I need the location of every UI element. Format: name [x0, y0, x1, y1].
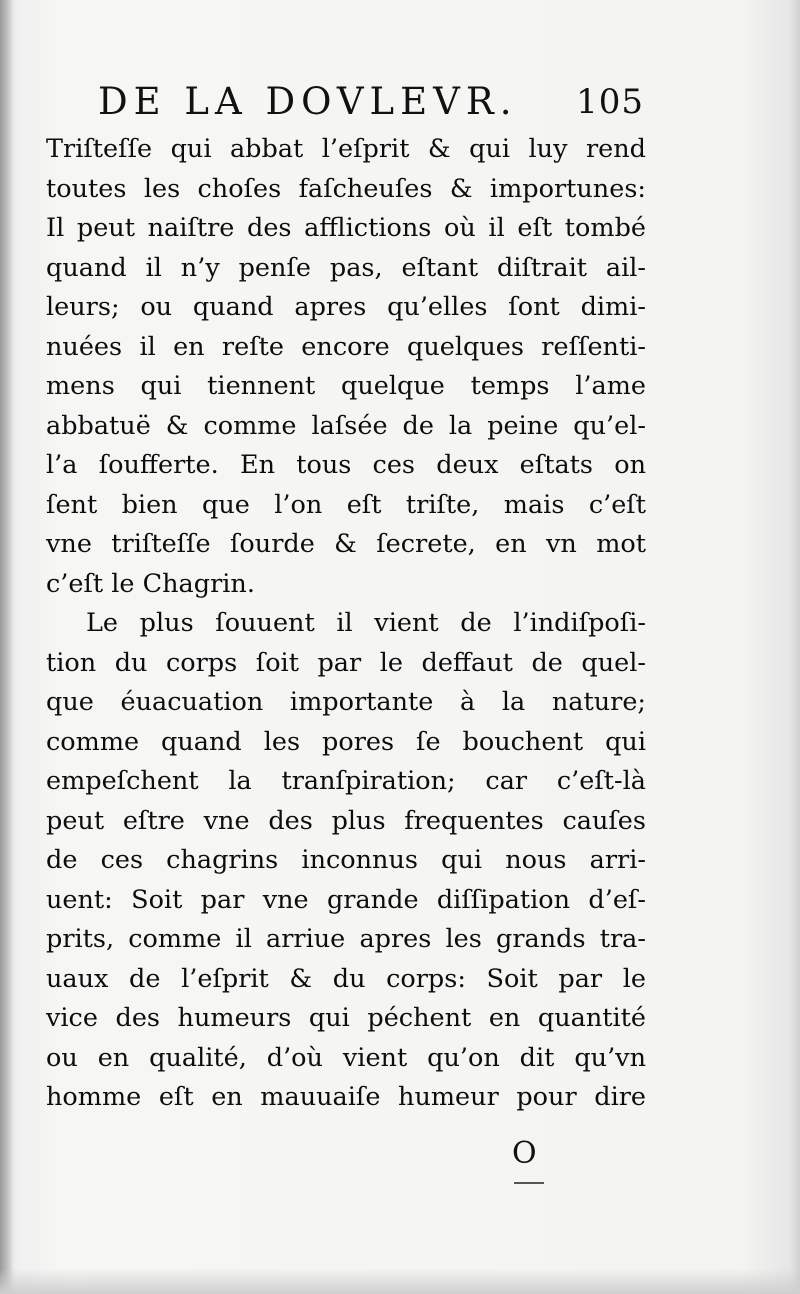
text-line: quand il n’y penſe pas, eſtant diſtrait ail- — [46, 252, 646, 283]
text-line: toutes les choſes faſcheuſes & importunes: — [46, 173, 646, 204]
text-line: ſent bien que l’on eſt triſte, mais c’eſt — [46, 489, 646, 520]
text-line: comme quand les pores ſe bouchent qui — [46, 726, 646, 757]
text-line: leurs; ou quand apres qu’elles ſont dimi- — [46, 292, 646, 322]
page-bottom-shadow — [0, 1268, 800, 1294]
text-line: Triſteſſe qui abbat l’eſprit & qui luy rend — [46, 134, 646, 164]
text-line: peut eſtre vne des plus frequentes cauſes — [46, 805, 646, 836]
text-line: ou en qualité, d’où vient qu’on dit qu’vn — [46, 1042, 646, 1073]
text-line: vne triſteſſe ſourde & ſecrete, en vn mot — [46, 529, 646, 559]
text-line: mens qui tiennent quelque temps l’ame — [46, 371, 646, 401]
text-line: que éuacuation importante à la nature; — [46, 687, 646, 717]
binding-shadow — [0, 0, 14, 1294]
text-line: abbatuë & comme laſsée de la peine qu’el- — [46, 410, 646, 441]
text-line: uaux de l’eſprit & du corps: Soit par le — [46, 963, 646, 994]
signature-rule — [514, 1182, 544, 1184]
text-line: l’a ſoufferte. En tous ces deux eſtats on — [46, 450, 646, 480]
page-number: 105 — [576, 82, 644, 122]
text-line: prits, comme il arriue apres les grands tra- — [46, 924, 646, 954]
running-title: DE LA DOVLEVR. — [98, 80, 518, 123]
text-line: homme eſt en mauuaiſe humeur pour dire — [46, 1082, 646, 1112]
text-line: uent: Soit par vne grande diſſipation d’eſ- — [46, 884, 646, 915]
text-line: vice des humeurs qui péchent en quantité — [46, 1003, 646, 1033]
text-line: de ces chagrins inconnus qui nous arri- — [46, 845, 646, 875]
body-text — [46, 130, 646, 1118]
page-header — [98, 80, 648, 130]
paragraph-start-line: Le plus ſouuent il vient de l’indiſpoſi- — [86, 608, 646, 638]
text-line: Il peut naiſtre des afflictions où il eſt tombé — [46, 213, 646, 243]
paragraph-end-line: c’eſt le Chagrin. — [46, 568, 255, 599]
text-line: tion du corps ſoit par le deffaut de quel- — [46, 647, 646, 678]
text-line: empeſchent la tranſpiration; car c’eſt-là — [46, 766, 646, 796]
text-line: nuées il en reſte encore quelques reſſenti- — [46, 331, 646, 362]
signature-mark: O — [512, 1136, 537, 1171]
